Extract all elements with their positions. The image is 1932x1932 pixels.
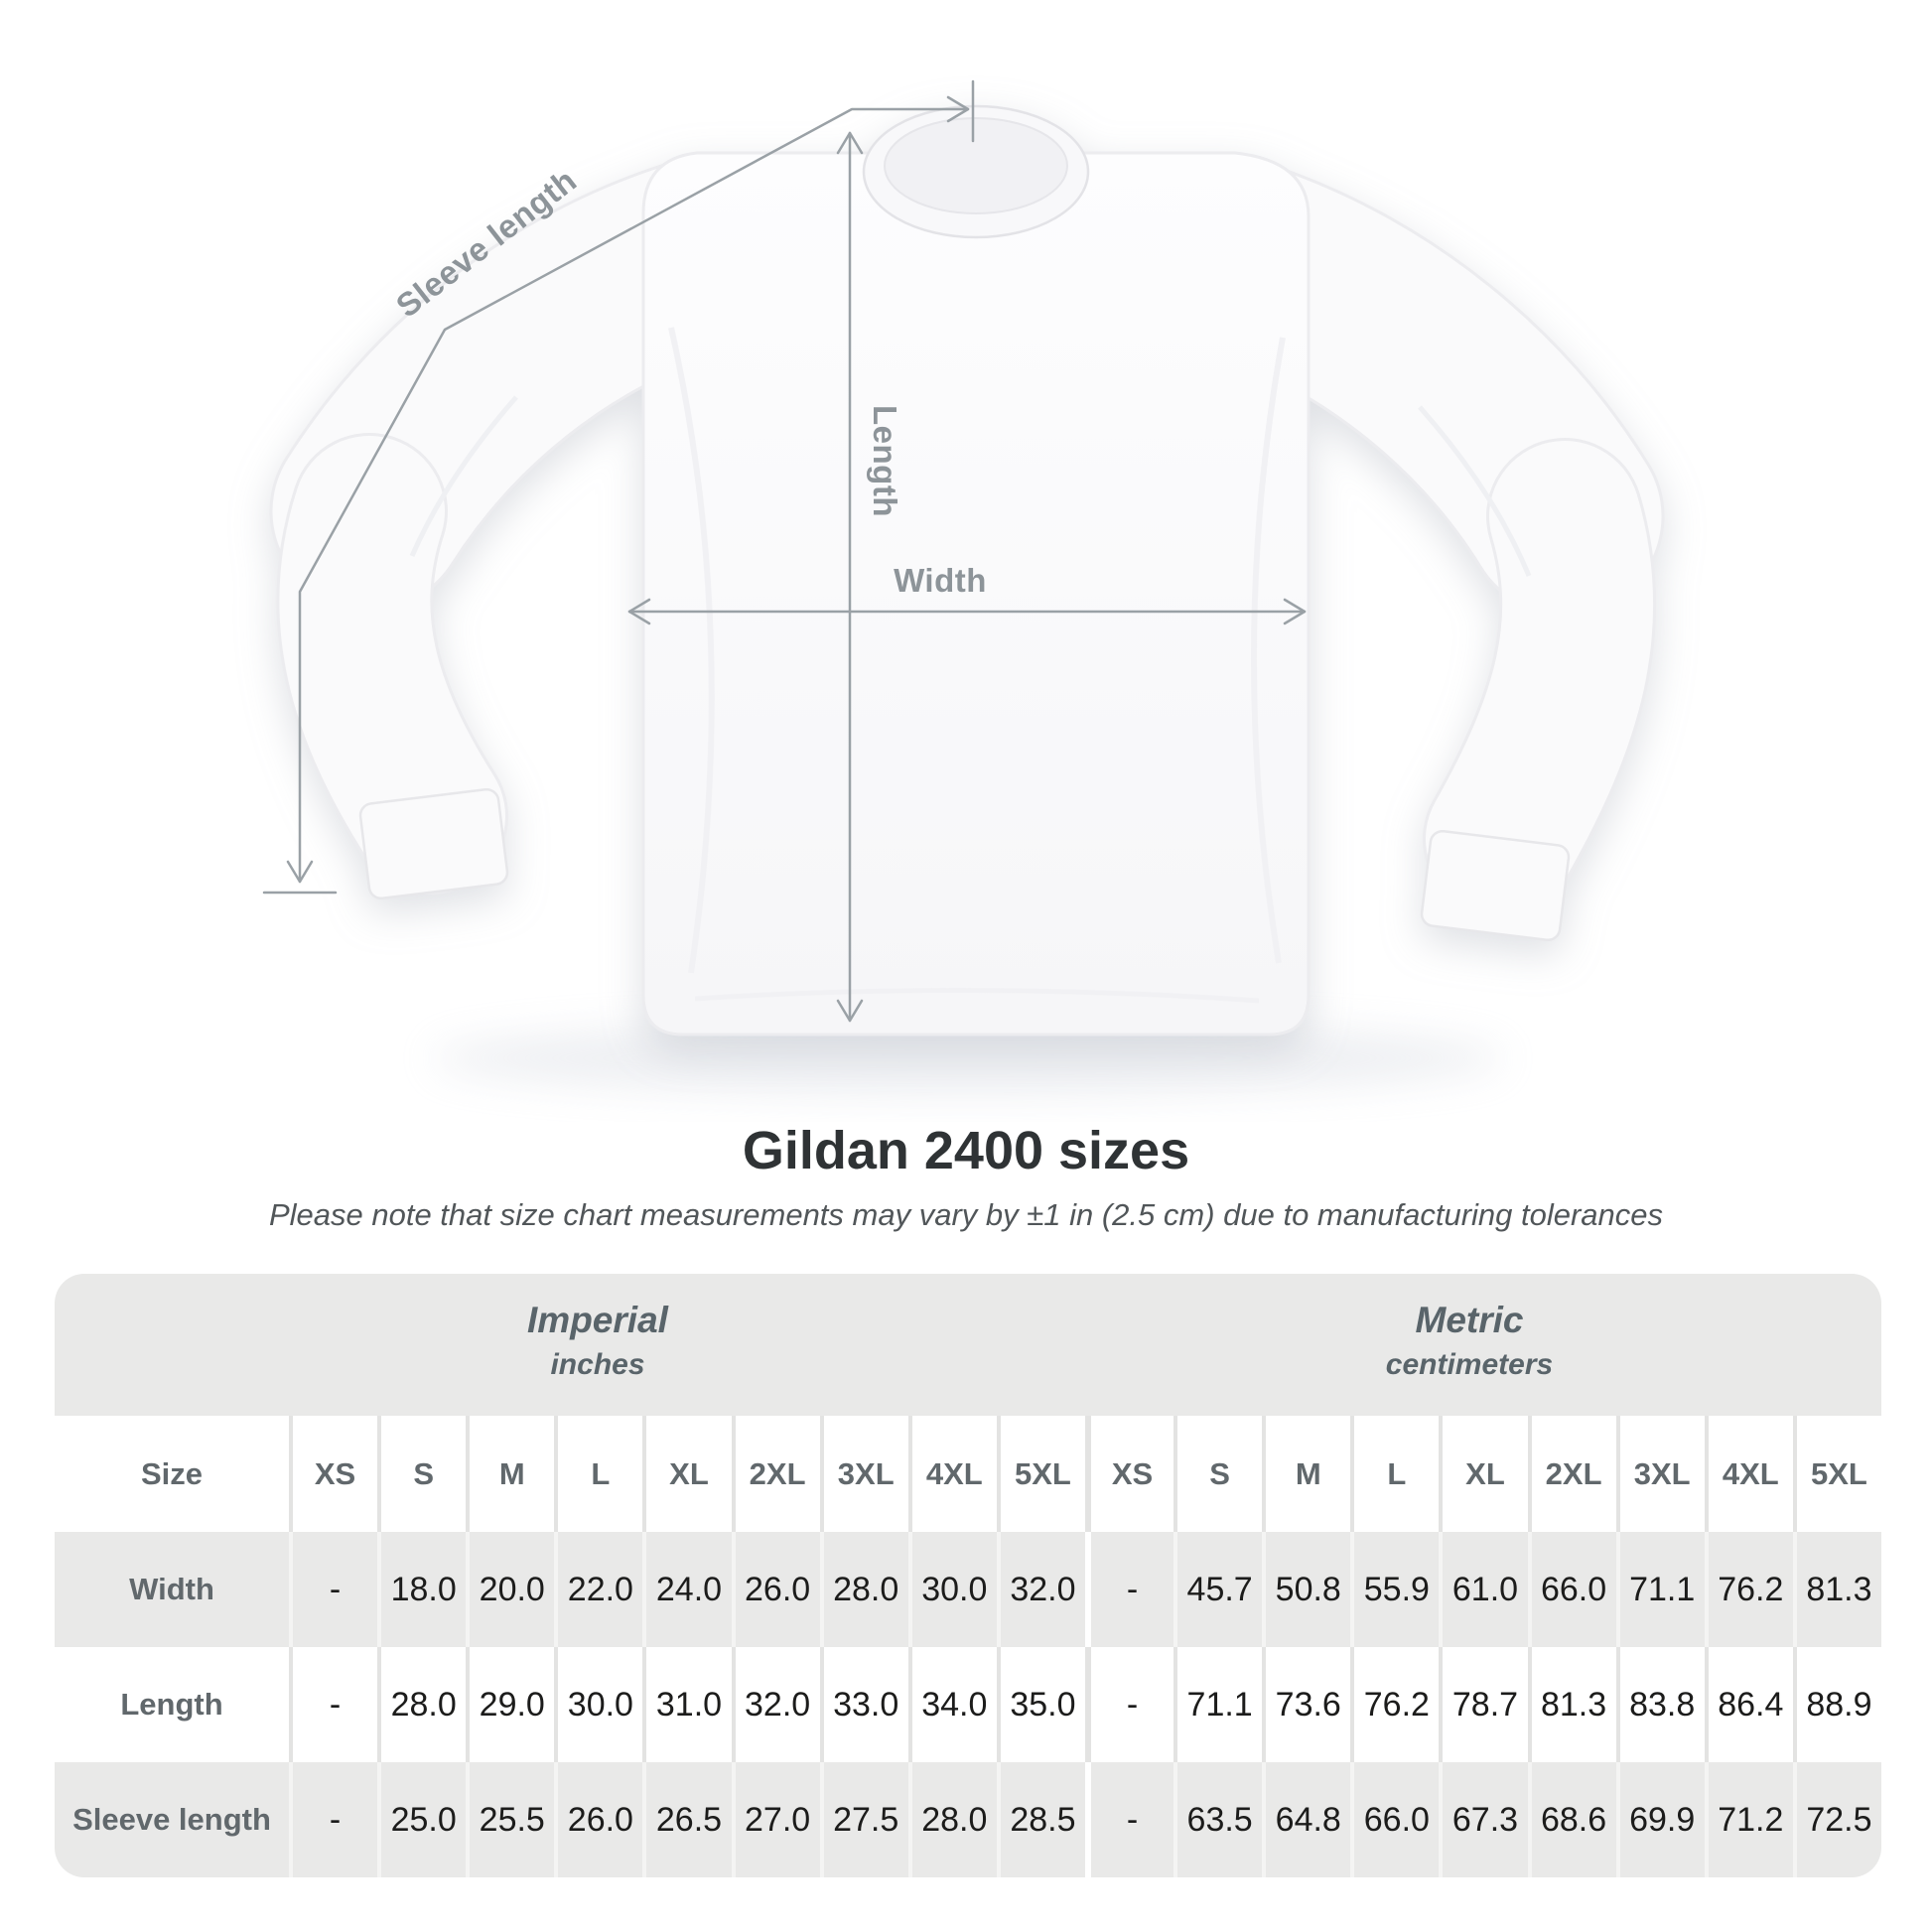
table-cell: 24.0 xyxy=(642,1532,731,1647)
table-cell: 69.9 xyxy=(1616,1762,1705,1877)
table-cell: 71.2 xyxy=(1705,1762,1793,1877)
size-col-header: XS xyxy=(289,1416,377,1532)
shirt-left-forearm xyxy=(354,511,430,816)
table-cell: 26.0 xyxy=(732,1532,820,1647)
table-cell: 72.5 xyxy=(1793,1762,1881,1877)
sleeve-length-label: Sleeve length xyxy=(388,161,584,325)
size-col-header: L xyxy=(554,1416,642,1532)
table-cell: 18.0 xyxy=(377,1532,466,1647)
size-col-header: 2XL xyxy=(732,1416,820,1532)
table-cell: 28.5 xyxy=(997,1762,1085,1877)
size-col-header: 4XL xyxy=(908,1416,997,1532)
table-cell: 28.0 xyxy=(377,1647,466,1762)
imperial-header xyxy=(55,1274,1085,1416)
table-row xyxy=(55,1647,1881,1762)
table-cell: 31.0 xyxy=(642,1647,731,1762)
size-col-header: M xyxy=(1262,1416,1350,1532)
table-cell: 66.0 xyxy=(1528,1532,1616,1647)
row-label: Sleeve length xyxy=(55,1762,289,1877)
table-cell: 78.7 xyxy=(1439,1647,1527,1762)
table-cell: 22.0 xyxy=(554,1532,642,1647)
table-cell: 63.5 xyxy=(1173,1762,1262,1877)
table-cell: 28.0 xyxy=(820,1532,908,1647)
table-cell: 29.0 xyxy=(466,1647,554,1762)
imperial-header-unit: inches xyxy=(550,1348,645,1381)
size-col-header: 5XL xyxy=(1793,1416,1881,1532)
table-cell: 26.5 xyxy=(642,1762,731,1877)
row-label: Length xyxy=(55,1647,289,1762)
table-cell: 71.1 xyxy=(1616,1532,1705,1647)
width-label: Width xyxy=(894,562,987,599)
table-cell: - xyxy=(289,1762,377,1877)
table-cell: - xyxy=(1085,1532,1173,1647)
table-cell: 50.8 xyxy=(1262,1532,1350,1647)
table-cell: 32.0 xyxy=(732,1647,820,1762)
table-cell: 64.8 xyxy=(1262,1762,1350,1877)
table-cell: 67.3 xyxy=(1439,1762,1527,1877)
size-col-header: L xyxy=(1350,1416,1439,1532)
table-cell: 55.9 xyxy=(1350,1532,1439,1647)
size-col-header: 3XL xyxy=(1616,1416,1705,1532)
table-cell: 20.0 xyxy=(466,1532,554,1647)
size-col-header: M xyxy=(466,1416,554,1532)
table-cell: 27.0 xyxy=(732,1762,820,1877)
table-cell: 76.2 xyxy=(1350,1647,1439,1762)
shirt-collar-inner xyxy=(885,118,1067,213)
table-cell: - xyxy=(1085,1647,1173,1762)
shirt-right-cuff xyxy=(1421,830,1571,941)
length-label: Length xyxy=(867,405,903,517)
table-cell: 30.0 xyxy=(908,1532,997,1647)
size-col-header: XL xyxy=(1439,1416,1527,1532)
page-title: Gildan 2400 sizes xyxy=(742,1121,1190,1180)
table-cell: 86.4 xyxy=(1705,1647,1793,1762)
table-cell: 45.7 xyxy=(1173,1532,1262,1647)
table-cell: 61.0 xyxy=(1439,1532,1527,1647)
size-table xyxy=(55,1274,1881,1877)
table-cell: 35.0 xyxy=(997,1647,1085,1762)
row-label: Width xyxy=(55,1532,289,1647)
table-cell: 83.8 xyxy=(1616,1647,1705,1762)
size-col-header: XL xyxy=(642,1416,731,1532)
table-cell: 25.5 xyxy=(466,1762,554,1877)
table-cell: 27.5 xyxy=(820,1762,908,1877)
table-cell: 33.0 xyxy=(820,1647,908,1762)
size-col-header: S xyxy=(1173,1416,1262,1532)
table-cell: 34.0 xyxy=(908,1647,997,1762)
size-col-header: 3XL xyxy=(820,1416,908,1532)
table-cell: 76.2 xyxy=(1705,1532,1793,1647)
imperial-header-name: Imperial xyxy=(527,1300,668,1340)
size-col-header: S xyxy=(377,1416,466,1532)
table-cell: - xyxy=(289,1532,377,1647)
size-col-header: 5XL xyxy=(997,1416,1085,1532)
table-cell: 71.1 xyxy=(1173,1647,1262,1762)
table-row xyxy=(55,1762,1881,1877)
table-cell: 32.0 xyxy=(997,1532,1085,1647)
metric-header xyxy=(1085,1274,1881,1416)
table-cell: 88.9 xyxy=(1793,1647,1881,1762)
size-col-header: XS xyxy=(1085,1416,1173,1532)
table-cell: - xyxy=(289,1647,377,1762)
table-cell: 28.0 xyxy=(908,1762,997,1877)
table-cell: 26.0 xyxy=(554,1762,642,1877)
size-column-header: Size xyxy=(55,1416,289,1532)
size-col-header: 2XL xyxy=(1528,1416,1616,1532)
shirt-right-forearm xyxy=(1501,516,1578,839)
table-cell: 25.0 xyxy=(377,1762,466,1877)
size-header-row xyxy=(55,1416,1881,1532)
size-col-header: 4XL xyxy=(1705,1416,1793,1532)
table-cell: 30.0 xyxy=(554,1647,642,1762)
table-cell: 73.6 xyxy=(1262,1647,1350,1762)
metric-header-unit: centimeters xyxy=(1385,1348,1554,1381)
tolerance-note: Please note that size chart measurements may vary by ±1 in (2.5 cm) due to manufacturing tolerances xyxy=(268,1197,1664,1232)
metric-header-name: Metric xyxy=(1415,1300,1524,1340)
shirt-left-cuff xyxy=(359,788,509,899)
unit-header-row xyxy=(55,1274,1881,1416)
table-cell: 66.0 xyxy=(1350,1762,1439,1877)
table-cell: 68.6 xyxy=(1528,1762,1616,1877)
table-cell: 81.3 xyxy=(1793,1532,1881,1647)
table-cell: - xyxy=(1085,1762,1173,1877)
table-row xyxy=(55,1532,1881,1647)
table-cell: 81.3 xyxy=(1528,1647,1616,1762)
